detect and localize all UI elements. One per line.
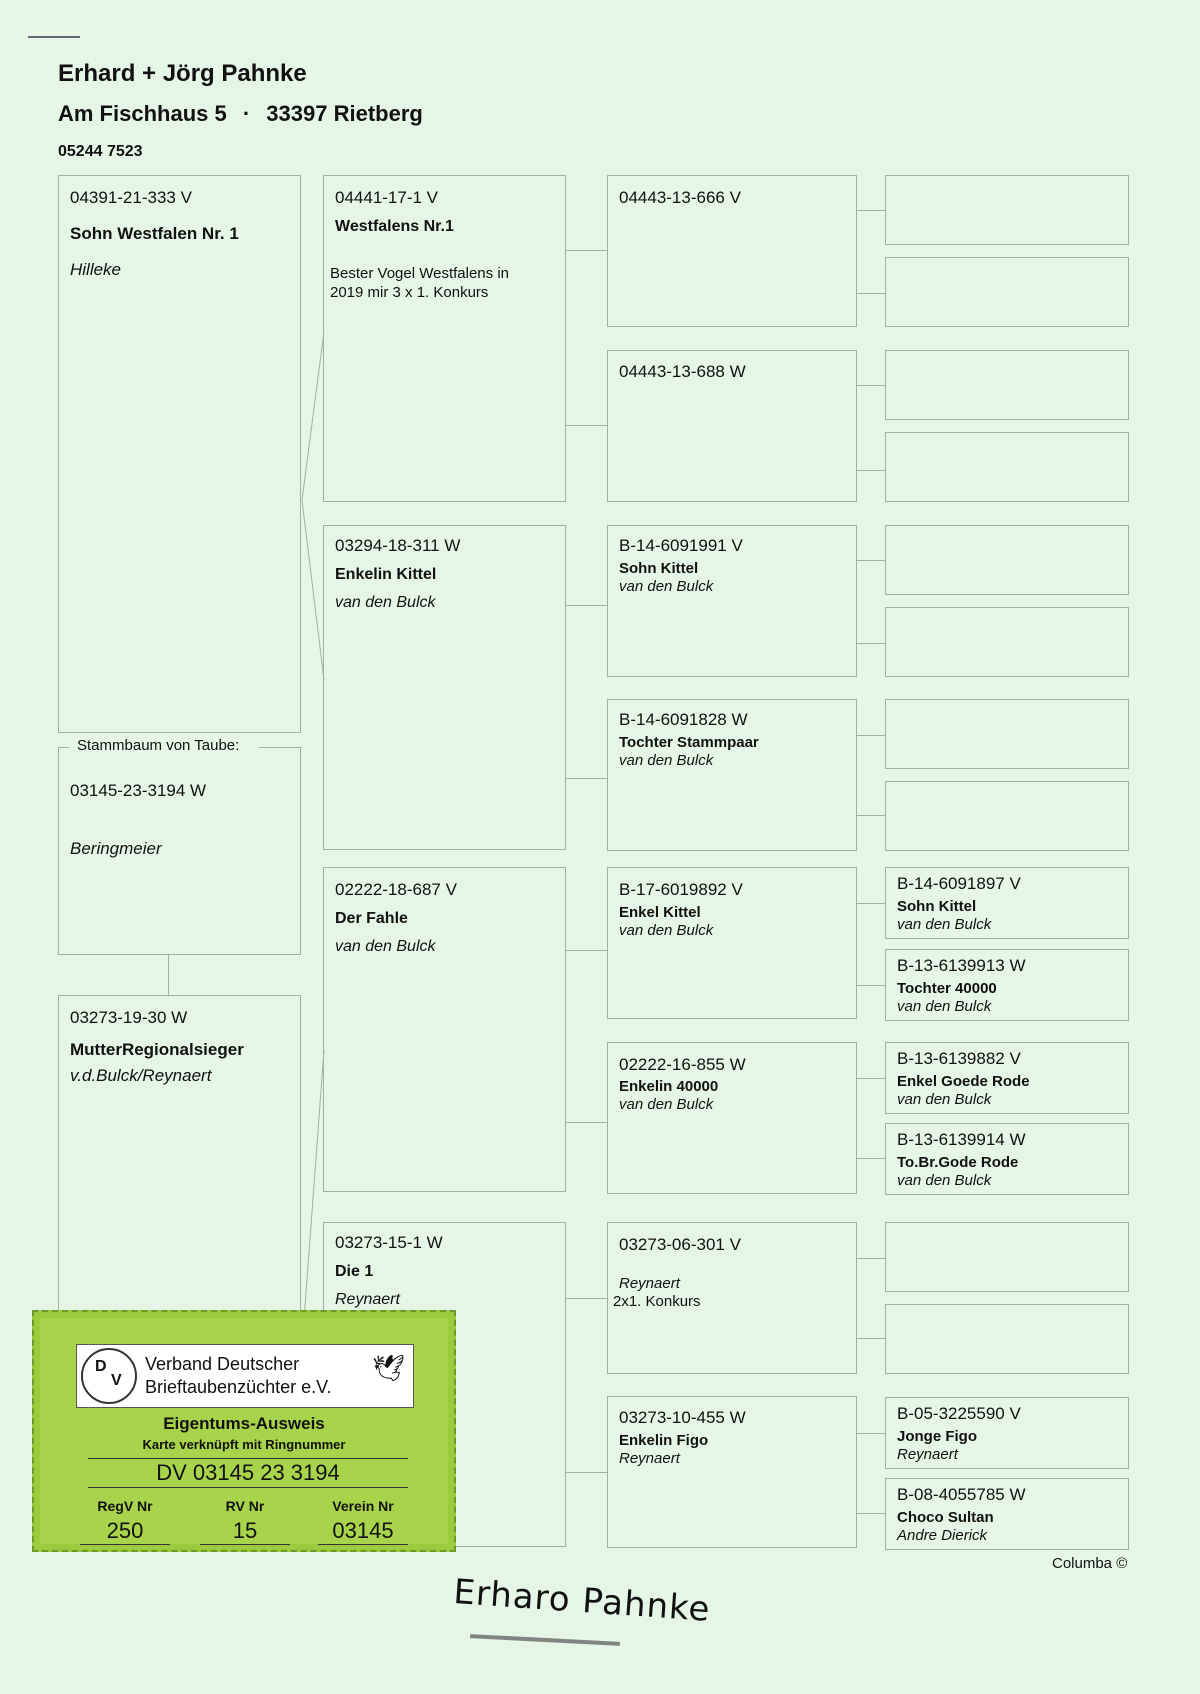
father-name: Sohn Westfalen Nr. 1 (70, 224, 239, 243)
gen4-box-5 (885, 525, 1129, 595)
gen2-ring: 03294-18-311 W (335, 536, 461, 555)
gen4-name: Tochter 40000 (897, 980, 997, 997)
card-org-line2: Brieftaubenzüchter e.V. (145, 1377, 332, 1397)
gen3-box-8 (607, 1396, 857, 1548)
gen4-box-15 (885, 1397, 1129, 1469)
gen4-name: Jonge Figo (897, 1428, 977, 1445)
gen2-ring: 03273-15-1 W (335, 1233, 443, 1252)
ownership-card (32, 1310, 456, 1552)
gen4-box-9 (885, 867, 1129, 939)
gen2-sub: Reynaert (335, 1291, 400, 1308)
vdb-logo-icon (81, 1348, 137, 1404)
gen3-sub: Reynaert (619, 1275, 680, 1292)
gen3-box-3 (607, 525, 857, 677)
owner-phone: 05244 7523 (58, 143, 143, 160)
gen3-name: Enkelin Figo (619, 1432, 709, 1449)
mother-sub: v.d.Bulck/Reynaert (70, 1066, 212, 1085)
gen4-box-14 (885, 1304, 1129, 1374)
card-title: Eigentums-Ausweis (163, 1414, 325, 1433)
gen4-sub: Reynaert (897, 1446, 958, 1463)
mother-ring: 03273-19-30 W (70, 1008, 188, 1027)
gen2-box-1 (323, 175, 566, 502)
gen4-sub: van den Bulck (897, 1172, 992, 1189)
gen2-box-3 (323, 867, 566, 1192)
owner-city: 33397 Rietberg (266, 101, 423, 126)
gen1-connectors (296, 320, 326, 1370)
top-mark (28, 36, 80, 38)
gen2-ring: 02222-18-687 V (335, 880, 457, 899)
gen4-box-6 (885, 607, 1129, 677)
gen3-name: Enkel Kittel (619, 904, 701, 921)
gen2-name: Der Fahle (335, 910, 408, 927)
gen3-sub: Reynaert (619, 1450, 680, 1467)
gen4-box-8 (885, 781, 1129, 851)
logo-letter-v: V (111, 1372, 122, 1389)
gen4-box-11 (885, 1042, 1129, 1114)
gen3-box-1 (607, 175, 857, 327)
gen4-box-12 (885, 1123, 1129, 1195)
gen4-name: Enkel Goede Rode (897, 1073, 1030, 1090)
gen3-box-2 (607, 350, 857, 502)
gen4-box-3 (885, 350, 1129, 420)
gen3-ring: B-14-6091991 V (619, 536, 743, 555)
gen3-box-4 (607, 699, 857, 851)
gen4-box-7 (885, 699, 1129, 769)
gen2-box-2 (323, 525, 566, 850)
card-value-rv: 15 (200, 1518, 290, 1545)
gen4-sub: van den Bulck (897, 1091, 992, 1108)
gen3-name: Tochter Stammpaar (619, 734, 759, 751)
gen3-box-6 (607, 1042, 857, 1194)
card-value-regv: 250 (80, 1518, 170, 1545)
gen3-ring: 03273-06-301 V (619, 1235, 741, 1254)
gen2-sub: van den Bulck (335, 938, 436, 955)
gen4-sub: van den Bulck (897, 998, 992, 1015)
father-box (58, 175, 301, 733)
logo-letter-d: D (95, 1358, 107, 1375)
gen3-box-5 (607, 867, 857, 1019)
gen3-ring: B-17-6019892 V (619, 880, 743, 899)
gen4-name: To.Br.Gode Rode (897, 1154, 1019, 1171)
card-label-rv: RV Nr (225, 1498, 265, 1514)
gen4-ring: B-13-6139914 W (897, 1130, 1026, 1149)
gen4-sub: Andre Dierick (897, 1527, 988, 1544)
gen4-sub: van den Bulck (897, 916, 992, 933)
gen4-ring: B-14-6091897 V (897, 874, 1021, 893)
gen2-note: Bester Vogel Westfalens in 2019 mir 3 x 1. Konkurs (330, 265, 509, 301)
card-org (145, 1353, 331, 1399)
gen2-name: Westfalens Nr.1 (335, 218, 454, 235)
card-value-verein: 03145 (318, 1518, 408, 1545)
gen2-name: Enkelin Kittel (335, 566, 437, 583)
gen4-ring: B-13-6139913 W (897, 956, 1026, 975)
gen4-name: Sohn Kittel (897, 898, 977, 915)
gen3-ring: B-14-6091828 W (619, 710, 748, 729)
gen4-box-16 (885, 1478, 1129, 1550)
gen4-box-2 (885, 257, 1129, 327)
owner-street: Am Fischhaus 5 (58, 101, 227, 126)
gen4-box-10 (885, 949, 1129, 1021)
address-separator: · (242, 101, 251, 126)
owner-address (58, 101, 423, 127)
gen4-box-4 (885, 432, 1129, 502)
gen2-ring: 04441-17-1 V (335, 188, 439, 207)
mother-box (58, 995, 301, 1315)
father-sub: Hilleke (70, 260, 122, 279)
card-label-verein: Verein Nr (332, 1498, 394, 1514)
gen3-ring: 03273-10-455 W (619, 1408, 746, 1427)
pigeon-icon: 🕊 (371, 1353, 405, 1383)
gen3-ring: 04443-13-666 V (619, 188, 741, 207)
card-label-regv: RegV Nr (97, 1498, 153, 1514)
card-ring-number: DV 03145 23 3194 (88, 1458, 408, 1488)
gen4-ring: B-08-4055785 W (897, 1485, 1026, 1504)
signature-stamp: Erharo Pahnke (452, 1572, 712, 1630)
gen3-name: Sohn Kittel (619, 560, 699, 577)
gen3-sub: van den Bulck (619, 752, 714, 769)
card-inner (40, 1318, 448, 1544)
card-header (76, 1344, 414, 1408)
gen3-note: 2x1. Konkurs (613, 1293, 701, 1310)
gen3-name: Enkelin 40000 (619, 1078, 719, 1095)
gen4-box-13 (885, 1222, 1129, 1292)
subject-box (58, 737, 301, 955)
gen2-sub: van den Bulck (335, 594, 436, 611)
card-subtitle: Karte verknüpft mit Ringnummer (142, 1437, 346, 1452)
copyright: Columba © (1052, 1555, 1128, 1572)
gen4-ring: B-05-3225590 V (897, 1404, 1021, 1423)
gen3-box-7 (607, 1222, 857, 1374)
gen4-ring: B-13-6139882 V (897, 1049, 1021, 1068)
subject-ring: 03145-23-3194 W (70, 781, 207, 800)
gen3-sub: van den Bulck (619, 922, 714, 939)
card-org-line1: Verband Deutscher (145, 1354, 300, 1374)
gen4-name: Choco Sultan (897, 1509, 994, 1526)
gen3-ring: 02222-16-855 W (619, 1055, 746, 1074)
subject-label: Stammbaum von Taube: (77, 737, 240, 754)
subject-breeder: Beringmeier (70, 839, 162, 858)
signature-line (470, 1634, 620, 1646)
gen3-sub: van den Bulck (619, 1096, 714, 1113)
mother-name: MutterRegionalsieger (70, 1040, 244, 1059)
father-ring: 04391-21-333 V (70, 188, 192, 207)
gen2-name: Die 1 (335, 1263, 374, 1280)
owner-name: Erhard + Jörg Pahnke (58, 60, 307, 87)
gen3-ring: 04443-13-688 W (619, 362, 746, 381)
gen4-box-1 (885, 175, 1129, 245)
gen3-sub: van den Bulck (619, 578, 714, 595)
